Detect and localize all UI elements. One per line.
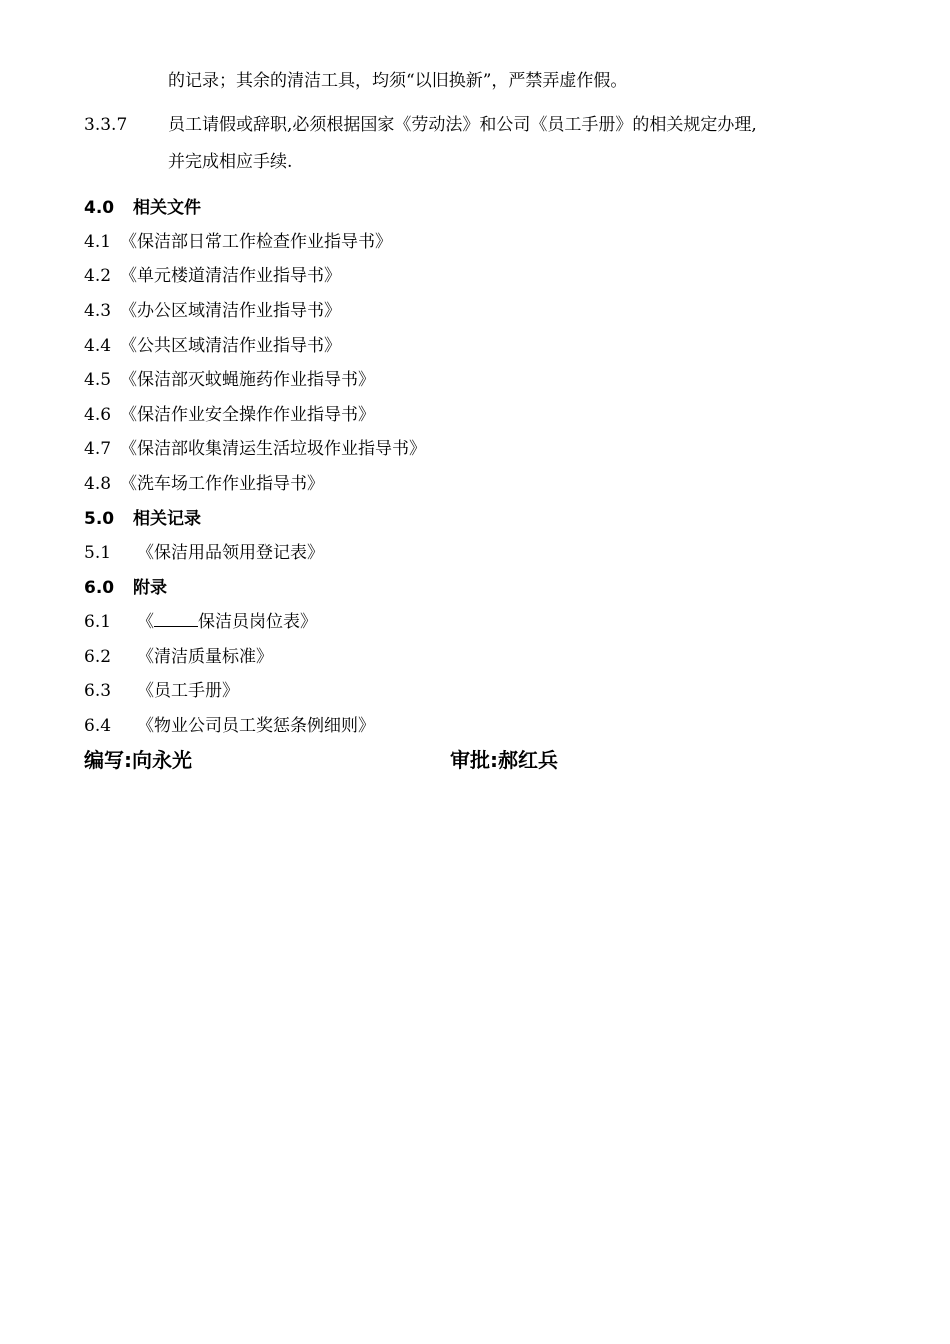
approver-signature: 审批:郝红兵 [450, 748, 558, 772]
list-item [84, 369, 375, 391]
section-4-heading [84, 197, 201, 219]
item-number: 4.7 [84, 439, 112, 459]
fill-in-blank [154, 611, 198, 627]
list-item [84, 611, 317, 633]
heading-text: 相关记录 [133, 509, 201, 529]
item-3-3-7-line2: 并完成相应手续. [168, 152, 293, 172]
item-text: 《保洁作业安全操作作业指导书》 [120, 405, 375, 425]
item-text: 员工请假或辞职,必须根据国家《劳动法》和公司《员工手册》的相关规定办理, [168, 115, 757, 135]
author-signature: 编写:向永光 [84, 748, 192, 772]
item-number: 6.2 [84, 647, 112, 667]
list-item [84, 300, 341, 322]
item-text: 《清洁质量标准》 [137, 647, 273, 667]
list-item [84, 404, 375, 426]
item-text: 《洗车场工作作业指导书》 [120, 474, 324, 494]
item-open-bracket: 《 [137, 612, 154, 632]
list-item [84, 473, 324, 495]
list-item [84, 715, 375, 737]
item-number: 6.3 [84, 681, 112, 701]
item-text: 《保洁部灭蚊蝇施药作业指导书》 [120, 370, 375, 390]
heading-text: 附录 [133, 578, 167, 598]
list-item [84, 265, 341, 287]
item-number: 6.1 [84, 612, 112, 632]
item-number: 4.2 [84, 266, 112, 286]
item-number: 4.5 [84, 370, 112, 390]
section-6-heading [84, 577, 167, 599]
heading-number: 4.0 [84, 198, 115, 218]
item-text: 《公共区域清洁作业指导书》 [120, 336, 341, 356]
item-number: 6.4 [84, 716, 112, 736]
item-text: 《保洁部收集清运生活垃圾作业指导书》 [120, 439, 426, 459]
item-number: 3.3.7 [84, 115, 128, 135]
item-number: 4.3 [84, 301, 112, 321]
continuation-text: 的记录；其余的清洁工具，均须“以旧换新”，严禁弄虚作假。 [168, 71, 628, 91]
item-number: 4.8 [84, 474, 112, 494]
item-number: 5.1 [84, 543, 112, 563]
heading-number: 6.0 [84, 578, 115, 598]
item-text: 《保洁部日常工作检查作业指导书》 [120, 232, 392, 252]
item-text: 《保洁用品领用登记表》 [137, 543, 324, 563]
item-number: 4.4 [84, 336, 112, 356]
list-item [84, 438, 426, 460]
item-text: 《办公区域清洁作业指导书》 [120, 301, 341, 321]
item-text: 《物业公司员工奖惩条例细则》 [137, 716, 375, 736]
heading-number: 5.0 [84, 509, 115, 529]
item-number: 4.6 [84, 405, 112, 425]
section-5-heading [84, 508, 201, 530]
heading-text: 相关文件 [133, 198, 201, 218]
list-item [84, 335, 341, 357]
item-text: 《单元楼道清洁作业指导书》 [120, 266, 341, 286]
list-item [84, 680, 239, 702]
item-3-3-7-line1 [84, 114, 757, 136]
item-number: 4.1 [84, 232, 112, 252]
list-item [84, 231, 392, 253]
item-text: 《员工手册》 [137, 681, 239, 701]
list-item [84, 542, 324, 564]
list-item [84, 646, 273, 668]
item-text: 保洁员岗位表》 [198, 612, 317, 632]
